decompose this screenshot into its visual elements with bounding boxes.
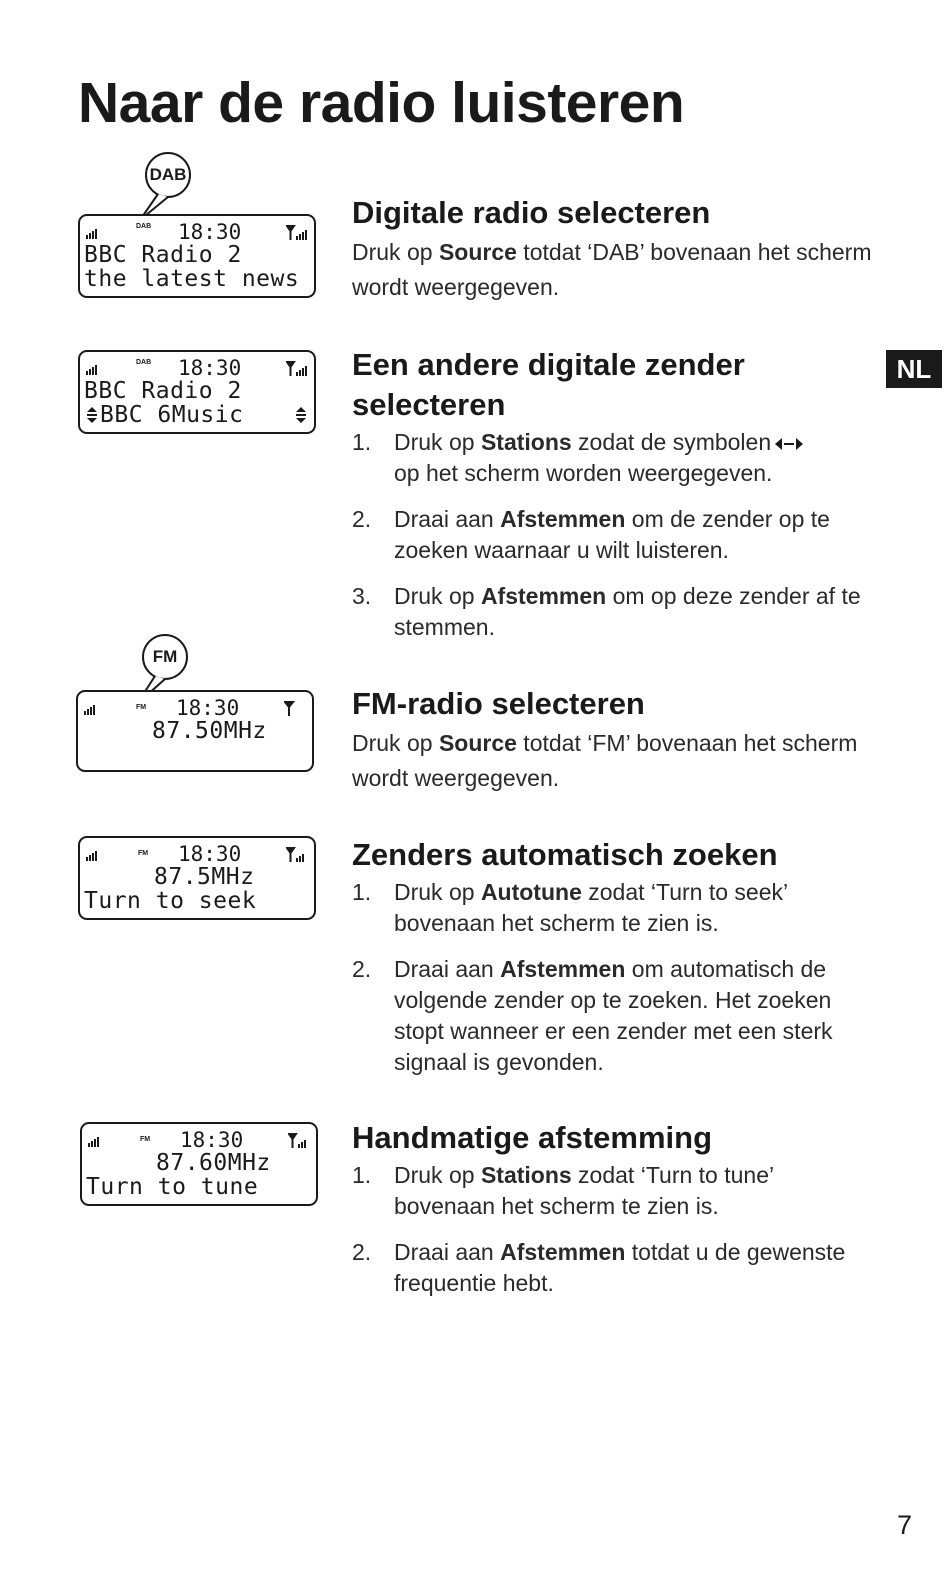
callout-label: DAB xyxy=(149,165,187,184)
section-digital-radio xyxy=(352,193,872,305)
section-heading: FM-radio selecteren xyxy=(352,686,645,721)
lcd-line-2: Turn to tune xyxy=(86,1174,259,1200)
lcd-line-2: BBC 6Music xyxy=(100,402,244,428)
band-indicator: FM xyxy=(136,704,147,711)
lcd-line-1: 87.60MHz xyxy=(156,1150,271,1176)
lcd-display-manual-tune xyxy=(80,1122,320,1208)
band-indicator: FM xyxy=(140,1136,151,1143)
list-item: 1. Druk op Autotune zodat ‘Turn to seek’ bovenaan het scherm te zien is. xyxy=(352,879,788,936)
list-item: 1. Druk op Stations zodat de symbolen op het scherm worden weergegeven. xyxy=(352,427,872,489)
section-autotune xyxy=(352,835,872,1093)
clock-time: 18:30 xyxy=(178,356,242,380)
lcd-display-dab xyxy=(78,148,318,300)
section-heading: Digitale radio selecteren xyxy=(352,195,711,230)
antenna-icon xyxy=(284,701,296,717)
clock-time: 18:30 xyxy=(178,220,242,244)
lcd-display-autotune xyxy=(78,836,318,922)
list-item: 3. Druk op Afstemmen om op deze zender af te stemmen. xyxy=(352,583,861,640)
antenna-signal-icon xyxy=(286,361,310,377)
language-tab: NL xyxy=(886,350,942,388)
arrow-left-right-icon xyxy=(85,407,99,423)
page-title: Naar de radio luisteren xyxy=(78,71,685,135)
antenna-signal-icon xyxy=(286,225,310,241)
list-item: 2. Draai aan Afstemmen totdat u de gewenste frequentie hebt. xyxy=(352,1239,846,1296)
signal-strength-icon xyxy=(86,226,100,240)
band-indicator: FM xyxy=(138,850,149,857)
lcd-line-2: the latest news xyxy=(84,266,300,292)
lcd-line-2: Turn to seek xyxy=(84,888,257,914)
list-item: 2. Draai aan Afstemmen om automatisch de volgende zender op te zoeken. Het zoeken stopt wanneer er een zender met een sterk signaal is gevonden. xyxy=(352,956,833,1075)
antenna-signal-icon xyxy=(286,847,310,863)
section-body: Druk op Source totdat ‘FM’ bovenaan het scherm wordt weergegeven. xyxy=(352,730,858,791)
list-item: 1. Druk op Stations zodat ‘Turn to tune’ bovenaan het scherm te zien is. xyxy=(352,1162,774,1219)
section-heading: Handmatige afstemming xyxy=(352,1120,713,1155)
antenna-signal-icon xyxy=(288,1133,312,1149)
lcd-line-1: 87.5MHz xyxy=(154,864,255,890)
section-manual-tuning xyxy=(352,1118,872,1314)
band-indicator: DAB xyxy=(136,359,152,366)
section-fm-radio xyxy=(352,684,872,796)
signal-strength-icon xyxy=(88,1134,102,1148)
clock-time: 18:30 xyxy=(176,696,240,720)
lcd-display-dab-stations xyxy=(78,350,318,436)
section-heading: Zenders automatisch zoeken xyxy=(352,837,778,872)
band-indicator: DAB xyxy=(136,223,152,230)
lcd-display-fm xyxy=(76,630,316,776)
arrow-left-right-icon xyxy=(294,407,308,423)
signal-strength-icon xyxy=(86,362,100,376)
lcd-line-1: 87.50MHz xyxy=(152,718,267,744)
section-body: Druk op Source totdat ‘DAB’ bovenaan het scherm wordt weergegeven. xyxy=(352,239,872,300)
lcd-line-1: BBC Radio 2 xyxy=(84,378,242,404)
step-list xyxy=(352,427,872,643)
page-number: 7 xyxy=(896,1510,912,1540)
section-other-digital-station xyxy=(352,345,872,658)
clock-time: 18:30 xyxy=(178,842,242,866)
lcd-line-1: BBC Radio 2 xyxy=(84,242,242,268)
clock-time: 18:30 xyxy=(180,1128,244,1152)
list-item: 2. Draai aan Afstemmen om de zender op te zoeken waarnaar u wilt luisteren. xyxy=(352,506,830,563)
signal-strength-icon xyxy=(84,702,98,716)
step-list xyxy=(352,1160,872,1299)
section-heading: Een andere digitale zender selecteren xyxy=(352,347,745,422)
step-list xyxy=(352,877,872,1078)
callout-label: FM xyxy=(152,647,178,666)
arrow-left-right-icon xyxy=(775,436,803,452)
signal-strength-icon xyxy=(86,848,100,862)
